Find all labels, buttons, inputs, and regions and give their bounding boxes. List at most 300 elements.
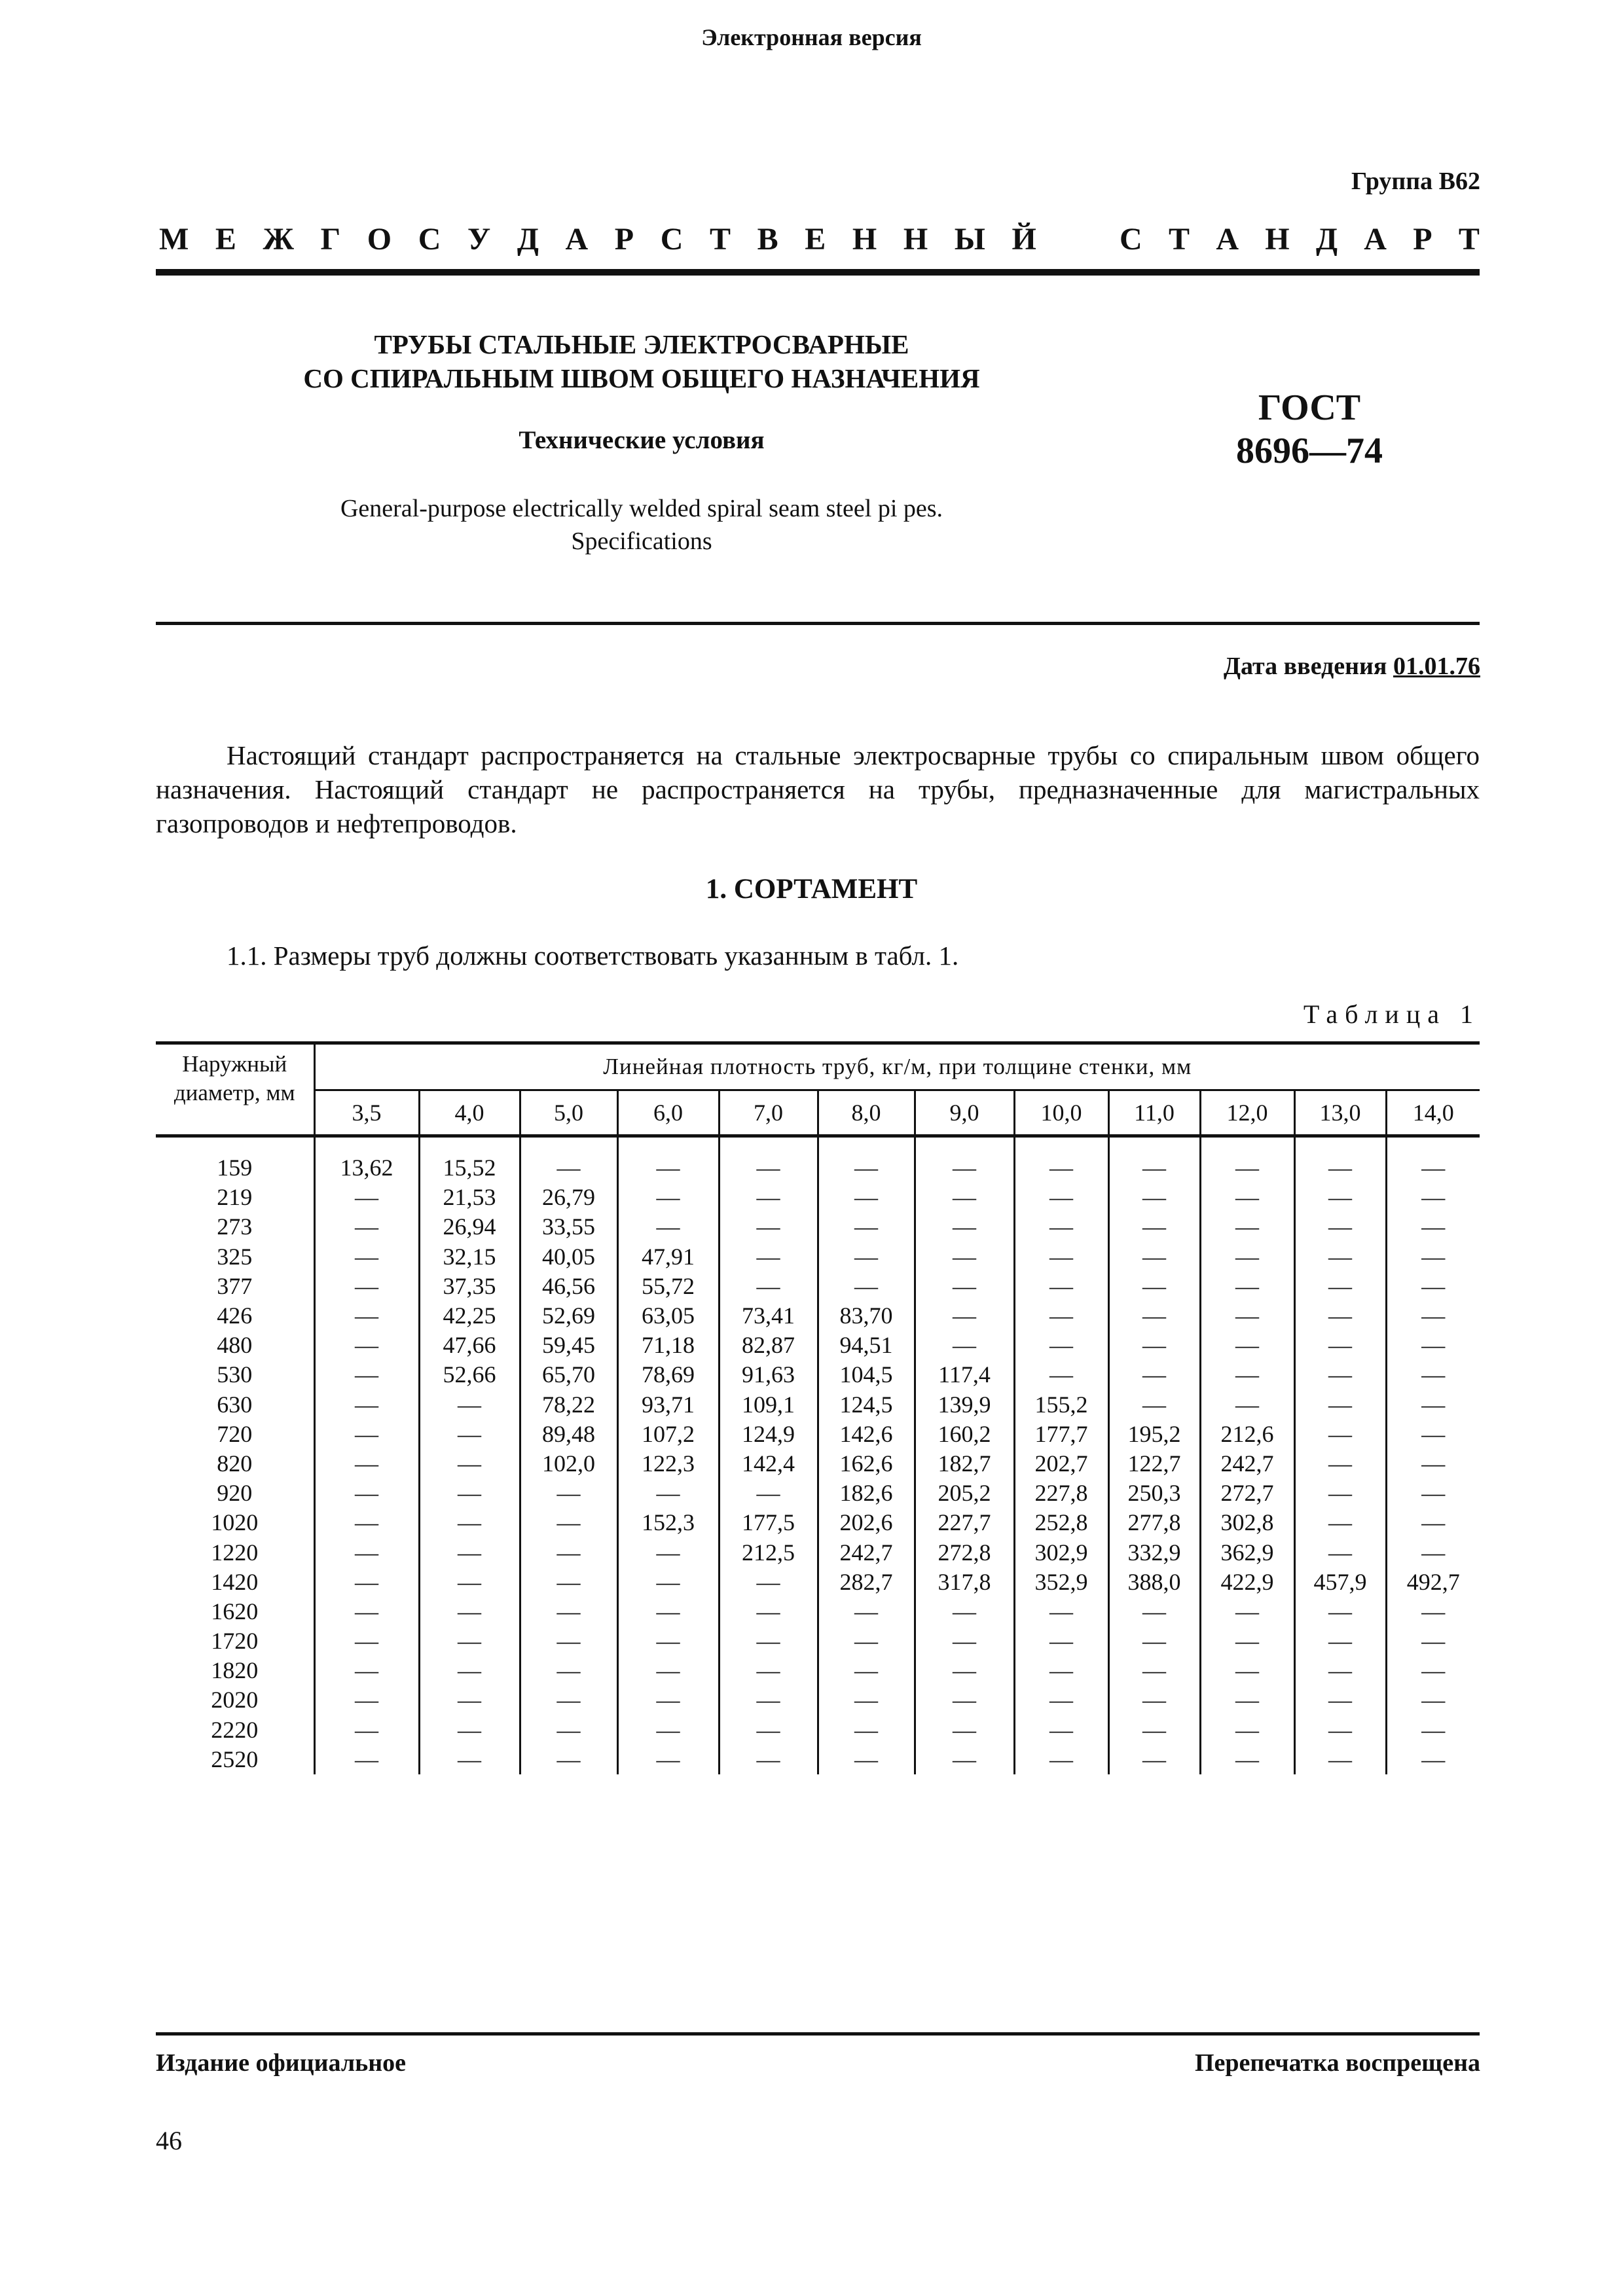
density-cell: 52,69 [520,1301,617,1331]
density-cell: 93,71 [617,1390,719,1420]
density-cell: 182,6 [818,1479,915,1508]
density-cell: — [1386,1508,1480,1537]
density-cell: 277,8 [1108,1508,1200,1537]
density-cell: — [520,1508,617,1537]
density-cell: 65,70 [520,1360,617,1390]
density-cell: — [1108,1656,1200,1685]
density-cell: 78,69 [617,1360,719,1390]
density-cell: 252,8 [1014,1508,1108,1537]
density-cell: — [1108,1331,1200,1360]
density-cell: 152,3 [617,1508,719,1537]
table-row [156,1360,1480,1390]
density-cell: — [1386,1715,1480,1745]
density-cell: — [915,1301,1014,1331]
density-cell: — [617,1212,719,1242]
density-cell: — [314,1420,419,1449]
density-cell: 177,5 [719,1508,818,1537]
density-cell: — [314,1390,419,1420]
density-cell: — [818,1212,915,1242]
thickness-header-cell: 6,0 [617,1090,719,1136]
density-cell: — [1200,1597,1294,1626]
density-cell: — [520,1568,617,1597]
density-cell: 272,7 [1200,1479,1294,1508]
density-cell: 352,9 [1014,1568,1108,1597]
document-subtitle: Технические условия [519,426,765,454]
diameter-cell: 325 [217,1243,253,1270]
density-cell: — [719,1272,818,1301]
density-cell: — [419,1745,520,1774]
density-cell: — [1386,1745,1480,1774]
density-cell: — [719,1212,818,1242]
density-cell: 332,9 [1108,1537,1200,1567]
linear-density-group-header: Линейная плотность труб, кг/м, при толщине стенки, мм [314,1043,1480,1090]
density-cell: — [1014,1153,1108,1183]
density-cell: 302,9 [1014,1537,1108,1567]
density-cell: — [520,1685,617,1715]
density-cell: — [1014,1183,1108,1212]
thickness-header-cell: 4,0 [419,1090,520,1136]
diameter-cell: 820 [217,1450,253,1477]
density-cell: — [915,1331,1014,1360]
density-cell: — [818,1626,915,1656]
density-cell: — [719,1568,818,1597]
density-cell: 102,0 [520,1449,617,1479]
density-cell: — [818,1597,915,1626]
gost-label: ГОСТ [1258,387,1361,428]
density-cell: — [1386,1212,1480,1242]
density-cell: — [1294,1537,1386,1567]
diameter-cell: 920 [217,1480,253,1507]
density-cell: 15,52 [419,1153,520,1183]
density-cell: — [1200,1390,1294,1420]
density-cell: 492,7 [1386,1568,1480,1597]
heading-letter: Г [320,222,341,257]
density-cell: — [1108,1390,1200,1420]
gost-number: 8696—74 [1236,431,1383,471]
density-cell: — [617,1479,719,1508]
density-cell: — [419,1420,520,1449]
density-cell: — [719,1685,818,1715]
density-cell: — [915,1242,1014,1272]
density-cell: — [419,1568,520,1597]
density-cell: — [1108,1301,1200,1331]
density-cell: — [1108,1745,1200,1774]
thickness-header-cell: 10,0 [1014,1090,1108,1136]
density-cell: — [719,1626,818,1656]
density-cell: — [419,1449,520,1479]
density-cell: — [1200,1656,1294,1685]
density-cell: — [818,1745,915,1774]
diameter-cell: 1420 [211,1568,259,1595]
density-cell: — [1200,1685,1294,1715]
title-bottom-rule [156,622,1480,625]
density-cell: — [915,1626,1014,1656]
density-cell: 124,9 [719,1420,818,1449]
density-cell: — [1294,1272,1386,1301]
density-cell: — [1108,1212,1200,1242]
diameter-cell: 1720 [211,1628,259,1655]
diameter-cell: 720 [217,1420,253,1447]
density-cell: — [1108,1183,1200,1212]
density-cell: — [1294,1301,1386,1331]
thickness-header-cell: 7,0 [719,1090,818,1136]
paragraph-1-1: 1.1. Размеры труб должны соответствовать указанным в табл. 1. [227,941,959,971]
wall-thickness-header-row [156,1090,1480,1136]
density-cell: — [617,1183,719,1212]
heading-letter: Ы [954,222,985,257]
density-cell: — [1294,1479,1386,1508]
density-cell: — [1014,1272,1108,1301]
density-cell: 109,1 [719,1390,818,1420]
density-cell: — [314,1656,419,1685]
density-cell: 47,91 [617,1242,719,1272]
page-number: 46 [156,2126,182,2155]
density-cell: 117,4 [915,1360,1014,1390]
official-edition-label: Издание официальное [156,2049,407,2077]
table-row [156,1626,1480,1656]
density-cell: 195,2 [1108,1420,1200,1449]
heading-letter: Ж [263,222,295,257]
density-cell: 94,51 [818,1331,915,1360]
density-cell: — [1386,1272,1480,1301]
group-code: Группа В62 [1351,168,1480,195]
thickness-header-cell: 3,5 [314,1090,419,1136]
density-cell: — [1294,1626,1386,1656]
density-cell: 73,41 [719,1301,818,1331]
diameter-cell: 630 [217,1391,253,1418]
density-cell: — [1014,1656,1108,1685]
density-cell: 46,56 [520,1272,617,1301]
density-cell: — [314,1301,419,1331]
density-cell: — [719,1242,818,1272]
document-title [216,327,1067,395]
table-row [156,1479,1480,1508]
table-row [156,1656,1480,1685]
density-cell: — [1200,1715,1294,1745]
density-cell: — [818,1272,915,1301]
density-cell: — [1386,1597,1480,1626]
density-cell: — [915,1745,1014,1774]
density-cell: — [314,1242,419,1272]
density-cell: — [1386,1537,1480,1567]
density-cell: 250,3 [1108,1479,1200,1508]
density-cell: 205,2 [915,1479,1014,1508]
density-cell: — [617,1626,719,1656]
density-cell: — [818,1153,915,1183]
density-cell: 40,05 [520,1242,617,1272]
heading-letter: В [757,222,778,257]
density-cell: — [1108,1715,1200,1745]
density-cell: — [719,1656,818,1685]
density-cell: 227,8 [1014,1479,1108,1508]
thickness-header-cell: 11,0 [1108,1090,1200,1136]
density-cell: — [1294,1360,1386,1390]
table-row [156,1715,1480,1745]
density-cell: — [419,1537,520,1567]
diameter-cell: 377 [217,1272,253,1299]
heading-letter: О [367,222,392,257]
density-cell: 104,5 [818,1360,915,1390]
density-cell: — [1108,1242,1200,1272]
density-cell: 33,55 [520,1212,617,1242]
table-row [156,1212,1480,1242]
density-cell: 177,7 [1014,1420,1108,1449]
density-cell: — [314,1568,419,1597]
density-cell: — [1386,1153,1480,1183]
density-cell: — [1200,1360,1294,1390]
density-cell: 422,9 [1200,1568,1294,1597]
heading-letter: А [565,222,589,257]
density-cell: — [1294,1597,1386,1626]
diameter-header-line-1: Наружный [182,1051,287,1077]
density-cell: — [1200,1331,1294,1360]
density-cell: 202,7 [1014,1449,1108,1479]
density-cell: — [818,1685,915,1715]
density-cell: — [1294,1390,1386,1420]
table-row [156,1508,1480,1537]
diameter-cell: 426 [217,1302,253,1329]
density-cell: — [314,1183,419,1212]
diameter-cell: 159 [217,1155,253,1181]
heading-letter: У [467,222,491,257]
density-cell: — [314,1331,419,1360]
density-cell: — [818,1715,915,1745]
density-cell: — [419,1479,520,1508]
density-cell: — [1014,1331,1108,1360]
density-cell: — [520,1626,617,1656]
heading-letter: Д [1315,222,1338,257]
density-cell: 63,05 [617,1301,719,1331]
reprint-prohibited-label: Перепечатка воспрещена [1194,2049,1480,2077]
diameter-cell: 1820 [211,1657,259,1684]
table-row [156,1153,1480,1183]
table-row [156,1420,1480,1449]
density-cell: 71,18 [617,1331,719,1360]
density-cell: 83,70 [818,1301,915,1331]
density-cell: — [1386,1479,1480,1508]
density-cell: — [1200,1153,1294,1183]
table-row [156,1449,1480,1479]
density-cell: 242,7 [1200,1449,1294,1479]
density-cell: — [617,1537,719,1567]
density-cell: — [818,1242,915,1272]
heading-letter: Т [1168,222,1190,257]
density-cell: — [520,1656,617,1685]
thickness-header-cell: 14,0 [1386,1090,1480,1136]
density-cell: — [617,1153,719,1183]
density-cell: 26,79 [520,1183,617,1212]
density-cell: — [520,1537,617,1567]
diameter-cell: 1620 [211,1598,259,1624]
density-cell: — [1294,1715,1386,1745]
thickness-header-cell: 5,0 [520,1090,617,1136]
density-cell: — [419,1390,520,1420]
density-cell: — [520,1715,617,1745]
density-cell: 21,53 [419,1183,520,1212]
density-cell: 212,5 [719,1537,818,1567]
table-row [156,1331,1480,1360]
heading-letter: А [1216,222,1239,257]
density-cell: — [1386,1420,1480,1449]
density-cell: — [1386,1449,1480,1479]
density-cell: — [1014,1301,1108,1331]
density-cell: — [617,1745,719,1774]
density-cell: 42,25 [419,1301,520,1331]
table-row [156,1568,1480,1597]
density-cell: 55,72 [617,1272,719,1301]
density-cell: 272,8 [915,1537,1014,1567]
density-cell: — [915,1715,1014,1745]
density-cell: — [915,1656,1014,1685]
density-cell: 89,48 [520,1420,617,1449]
density-cell: — [520,1597,617,1626]
density-cell: — [1108,1626,1200,1656]
density-cell: — [1294,1685,1386,1715]
table-caption: Таблица 1 [1303,999,1480,1029]
density-cell: — [1386,1390,1480,1420]
english-title-line-1: General-purpose electrically welded spiral seam steel pi pes. [340,495,943,522]
date-label: Дата введения [1223,653,1387,680]
heading-letter: Н [903,222,928,257]
density-cell: 26,94 [419,1212,520,1242]
table-row [156,1597,1480,1626]
density-cell: — [1014,1715,1108,1745]
diameter-cell: 2220 [211,1716,259,1743]
heading-letter: С [660,222,684,257]
density-cell: 59,45 [520,1331,617,1360]
density-cell: — [1108,1360,1200,1390]
heading-letter: Е [215,222,236,257]
density-cell: — [1014,1212,1108,1242]
density-cell: — [719,1745,818,1774]
density-cell: — [520,1153,617,1183]
density-cell: — [314,1685,419,1715]
density-cell: — [314,1479,419,1508]
density-cell: 124,5 [818,1390,915,1420]
table-row [156,1301,1480,1331]
table-body [156,1136,1480,1774]
density-cell: — [1386,1685,1480,1715]
table-row [156,1242,1480,1272]
density-cell: — [719,1479,818,1508]
density-cell: — [617,1656,719,1685]
table-row [156,1272,1480,1301]
density-cell: — [719,1715,818,1745]
density-cell: — [719,1597,818,1626]
density-cell: — [915,1212,1014,1242]
density-cell: — [915,1685,1014,1715]
density-cell: 302,8 [1200,1508,1294,1537]
density-cell: — [419,1685,520,1715]
density-cell: — [314,1537,419,1567]
heading-letter: С [1120,222,1142,257]
density-cell: — [1108,1153,1200,1183]
density-cell: — [314,1272,419,1301]
density-cell: 37,35 [419,1272,520,1301]
diameter-column-header [156,1043,314,1136]
density-cell: — [1200,1272,1294,1301]
density-cell: — [1200,1242,1294,1272]
density-cell: — [1014,1745,1108,1774]
table-row [156,1537,1480,1567]
footer-rule [156,2032,1480,2036]
density-cell: — [1014,1626,1108,1656]
gost-designation [1208,386,1411,473]
diameter-cell: 1220 [211,1539,259,1566]
density-cell: — [1200,1301,1294,1331]
density-cell: — [1386,1656,1480,1685]
density-cell: 212,6 [1200,1420,1294,1449]
density-cell: — [915,1183,1014,1212]
density-cell: 91,63 [719,1360,818,1390]
density-cell: 227,7 [915,1508,1014,1537]
density-cell: 155,2 [1014,1390,1108,1420]
diameter-cell: 480 [217,1332,253,1359]
heading-letter: М [159,222,189,257]
diameter-cell: 1020 [211,1509,259,1536]
pipe-dimensions-table [156,1041,1480,1774]
density-cell: — [617,1715,719,1745]
diameter-cell: 2520 [211,1746,259,1772]
density-cell: — [1294,1449,1386,1479]
standard-heading-right [1120,221,1480,257]
density-cell: — [1014,1597,1108,1626]
density-cell: — [520,1479,617,1508]
heading-letter: Т [1458,222,1480,257]
density-cell: — [1386,1360,1480,1390]
introduction-date [1224,652,1480,681]
diameter-cell: 273 [217,1213,253,1240]
density-cell: — [419,1597,520,1626]
density-cell: — [818,1656,915,1685]
density-cell: — [1108,1272,1200,1301]
density-cell: — [1108,1685,1200,1715]
density-cell: — [314,1508,419,1537]
density-cell: — [1386,1626,1480,1656]
density-cell: — [1200,1626,1294,1656]
density-cell: 122,7 [1108,1449,1200,1479]
density-cell: — [419,1656,520,1685]
density-cell: 202,6 [818,1508,915,1537]
table-row [156,1685,1480,1715]
density-cell: 142,4 [719,1449,818,1479]
table-row [156,1183,1480,1212]
density-cell: — [314,1597,419,1626]
heading-letter: Е [805,222,826,257]
thickness-header-cell: 12,0 [1200,1090,1294,1136]
density-cell: — [719,1183,818,1212]
density-cell: 182,7 [915,1449,1014,1479]
density-cell: — [314,1449,419,1479]
density-cell: — [314,1745,419,1774]
density-cell: — [1386,1331,1480,1360]
density-cell: — [1294,1242,1386,1272]
density-cell: — [915,1597,1014,1626]
density-cell: 139,9 [915,1390,1014,1420]
density-cell: — [1294,1745,1386,1774]
diameter-cell: 219 [217,1184,253,1211]
density-cell: — [520,1745,617,1774]
density-cell: 52,66 [419,1360,520,1390]
density-cell: 388,0 [1108,1568,1200,1597]
density-cell: — [1294,1656,1386,1685]
density-cell: — [1014,1360,1108,1390]
title-line-2: СО СПИРАЛЬНЫМ ШВОМ ОБЩЕГО НАЗНАЧЕНИЯ [303,363,980,393]
thickness-header-cell: 8,0 [818,1090,915,1136]
density-cell: — [1386,1301,1480,1331]
thickness-header-cell: 9,0 [915,1090,1014,1136]
density-cell: — [1294,1331,1386,1360]
